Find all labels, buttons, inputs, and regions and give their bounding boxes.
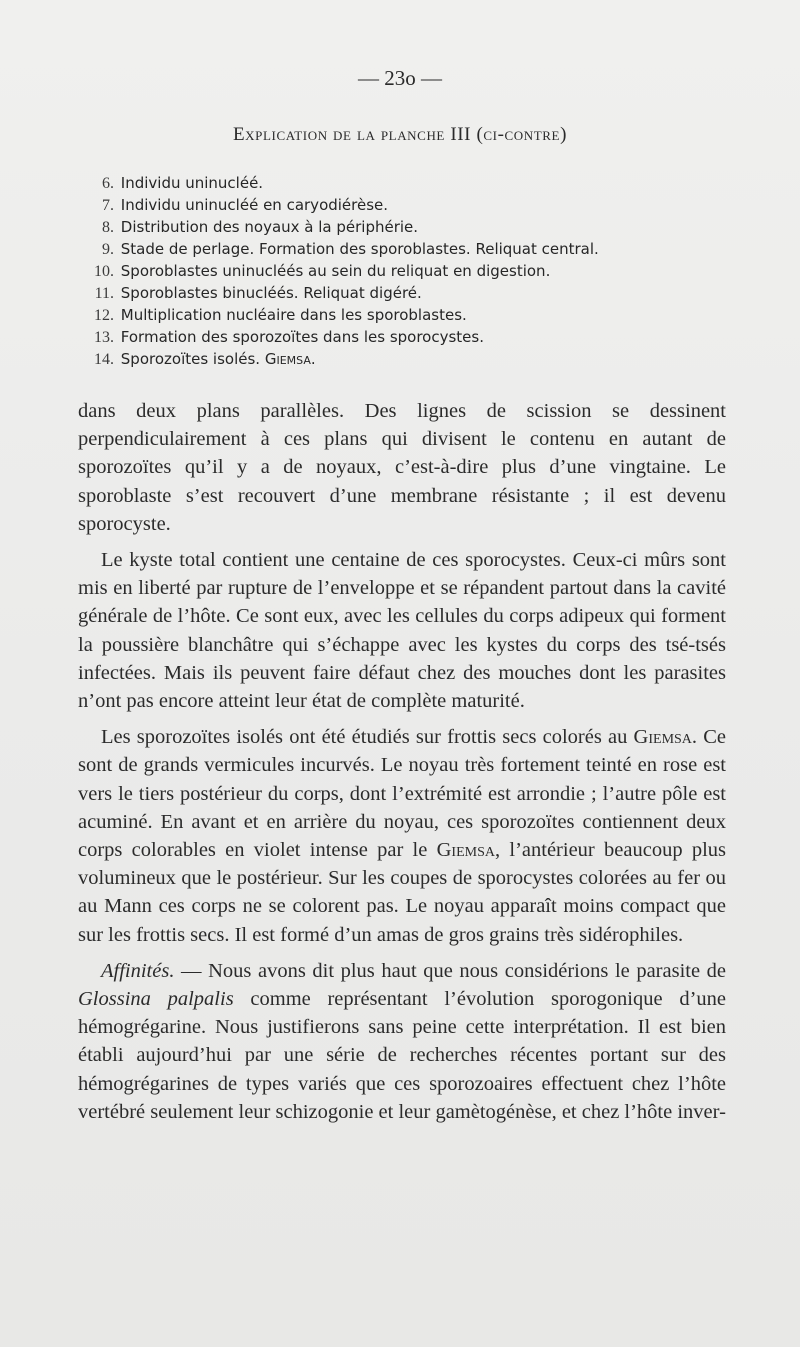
page-number: — 23o — — [358, 66, 442, 90]
legend-text: Individu uninucléé en caryodiérèse. — [120, 196, 389, 214]
legend-number: 12. — [94, 307, 114, 324]
legend-text: Sporozoïtes isolés. — [120, 350, 261, 368]
legend-item — [74, 282, 714, 304]
paragraph-text: Les sporozoïtes isolés ont été étudiés sur frottis secs colorés au — [101, 726, 628, 749]
species-name: Glossina palpalis — [78, 988, 234, 1011]
legend-item — [74, 238, 714, 260]
legend-number: 7. — [102, 197, 114, 214]
legend-item — [74, 260, 714, 282]
body-text — [78, 397, 726, 1134]
legend-number: 10. — [94, 263, 114, 280]
plate-legend — [74, 172, 714, 370]
author-name: Giemsa — [436, 839, 495, 862]
legend-item — [74, 194, 714, 216]
legend-item — [74, 216, 714, 238]
legend-number: 9. — [102, 241, 114, 258]
paragraph-sporozoites — [78, 723, 726, 949]
legend-author: Giemsa. — [264, 350, 316, 368]
legend-number: 8. — [102, 219, 114, 236]
legend-item — [74, 172, 714, 194]
paragraph-kyste: Le kyste total contient une centaine de ces sporocystes. Ceux-ci mûrs sont mis en liberté par rupture de l’enveloppe et se répandent partout dans la cavité générale de l’hôte. Ce sont eux, avec les cellules du corps adipeux qui forment la poussière blanchâtre qui s’échappe avec les kystes du corps des tsé-tsés infectées. Mais ils peuvent faire défaut chez des mouches dont les parasites n’ont pas encore atteint leur état de complète maturité. — [78, 549, 726, 713]
legend-text: Sporoblastes uninucléés au sein du reliquat en digestion. — [120, 262, 551, 280]
legend-number: 11. — [94, 285, 114, 302]
paragraph-text: , l’antérieur beaucoup plus volumineux que le postérieur. Sur les coupes de sporocystes colorées au fer ou au Mann ces corps ne se colorent pas. Le noyau apparaît moins compact que sur les frottis secs. Il est formé d’un amas de gros grains très sidérophiles. — [78, 839, 727, 946]
paragraph-continuation: dans deux plans parallèles. Des lignes de scission se dessinent perpendiculairement à ces plans qui divisent le contenu en autant de sporozoïtes qu’il y a de noyaux, c’est-à-dire plus d’une vingtaine. Le sporoblaste s’est recouvert d’une membrane résistante ; il est devenu sporocyste. — [78, 400, 726, 535]
legend-item — [74, 304, 714, 326]
paragraph-text: comme représentant l’évolution sporogonique d’une hémogrégarine. Nous justifierons sans peine cette interprétation. Il est bien établi aujourd’hui par une série de recherches récentes portant sur des hémogrégarines de types variés que ces sporozoaires effectuent chez l’hôte vertébré seulement leur schizogonie et leur gamètogénèse, et chez l’hôte inver- — [78, 988, 726, 1123]
legend-number: 13. — [94, 329, 114, 346]
legend-number: 6. — [102, 175, 114, 192]
section-heading: Affinités. — [101, 959, 175, 982]
paragraph-text: — Nous avons dit plus haut que nous considérions le parasite de — [174, 959, 726, 982]
legend-text: Distribution des noyaux à la périphérie. — [120, 218, 419, 236]
legend-text: Formation des sporozoïtes dans les sporocystes. — [120, 328, 484, 346]
legend-text: Individu uninucléé. — [120, 174, 264, 192]
legend-item — [74, 326, 714, 348]
legend-text: Multiplication nucléaire dans les sporoblastes. — [120, 306, 467, 324]
legend-number: 14. — [94, 351, 114, 368]
paragraph-text: . Ce sont de grands vermicules incurvés. Le noyau très fortement teinté en rose est vers le tiers postérieur du corps, dont l’extrémité est arrondie ; l’autre pôle est acuminé. En avant et en arrière du noyau, ces sporozoïtes contiennent deux corps colorables en violet intense par le — [78, 726, 727, 862]
legend-text: Sporoblastes binucléés. Reliquat digéré. — [120, 284, 422, 302]
legend-text: Stade de perlage. Formation des sporoblastes. Reliquat central. — [120, 240, 599, 258]
author-name: Giemsa — [633, 726, 692, 749]
legend-item — [74, 348, 714, 370]
plate-caption-title: Explication de la planche III (ci-contre) — [232, 124, 568, 145]
paragraph-affinites — [78, 957, 726, 1126]
